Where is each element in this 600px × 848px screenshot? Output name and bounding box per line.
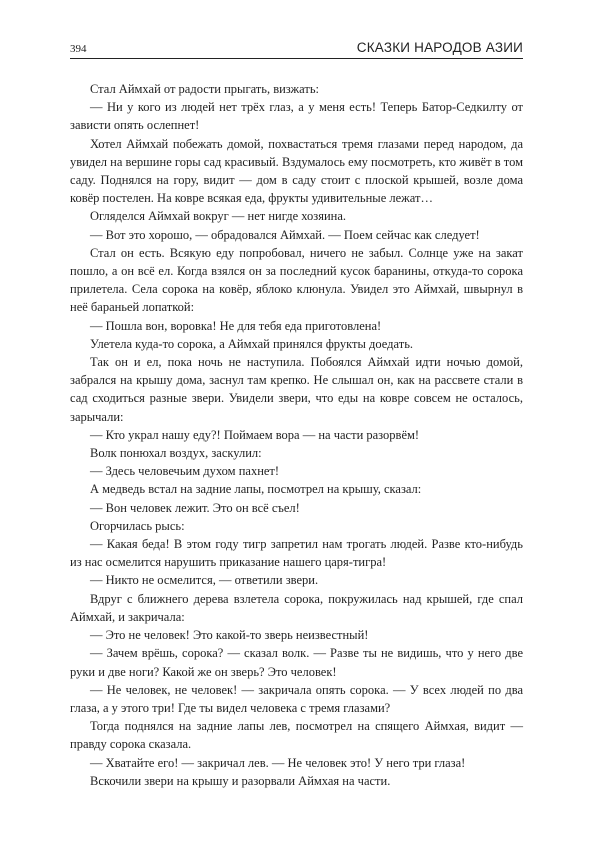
paragraph: — Кто украл нашу еду?! Поймаем вора — на части разорвём! [90,427,420,442]
running-title: СКАЗКИ НАРОДОВ АЗИИ [356,40,523,55]
paragraph: — Пошла вон, воровка! Не для тебя еда приготовлена! [90,318,382,333]
paragraph: — Ни у кого из людей нет трёх глаз, а у меня есть! Теперь Батор-Седкилту от зависти опять ослепнет! [70,100,523,133]
paragraph: А медведь встал на задние лапы, посмотрел на крышу, сказал: [90,482,422,497]
paragraph: Вдруг с ближнего дерева взлетела сорока, покружилась над крышей, где спал Аймхай, и закричала: [70,591,523,624]
paragraph: — Это не человек! Это какой-то зверь неизвестный! [90,628,369,643]
paragraph: Стал он есть. Всякую еду попробовал, ничего не забыл. Солнце уже на закат пошло, а он всё ел. Когда взялся он за последний кусок баранины, откуда-то сорока прилетела. Села сорока на ковёр, яблоко клюнула. Увидел это Аймхай, швырнул в неё бараньей лопаткой: [70,245,523,315]
text-body [70,80,523,790]
paragraph: — Зачем врёшь, сорока? — сказал волк. — Разве ты не видишь, что у него две руки и две ноги? Какой же он зверь? Это человек! [70,646,523,679]
paragraph: — Не человек, не человек! — закричала опять сорока. — У всех людей по два глаза, а у этого три! Где ты видел человека с тремя глазами? [70,682,523,715]
paragraph: — Какая беда! В этом году тигр запретил нам трогать людей. Разве кто-нибудь из нас осмелится нарушить приказание нашего царя-тигра! [70,537,523,570]
paragraph: — Никто не осмелится, — ответили звери. [90,573,319,588]
paragraph: — Хватайте его! — закричал лев. — Не человек это! У него три глаза! [90,755,466,770]
paragraph: Тогда поднялся на задние лапы лев, посмотрел на спящего Аймхая, видит — правду сорока сказала. [70,719,523,752]
paragraph: Огорчилась рысь: [90,518,185,533]
paragraph: Улетела куда-то сорока, а Аймхай принялся фрукты доедать. [90,336,414,351]
paragraph: — Здесь человечьим духом пахнет! [90,464,280,479]
paragraph: Огляделся Аймхай вокруг — нет нигде хозяина. [90,209,347,224]
paragraph: — Вон человек лежит. Это он всё съел! [90,500,300,515]
page-number: 394 [70,43,87,55]
paragraph: Так он и ел, пока ночь не наступила. Побоялся Аймхай идти ночью домой, забрался на крышу дома, заснул там крепко. Не слышал он, как на рассвете стали в сад сходиться разные звери. Увидели звери, что еды на ковре совсем не осталось, зарычали: [70,355,523,424]
paragraph: Хотел Аймхай побежать домой, похвастаться тремя глазами перед народом, да увидел на вершине горы сад красивый. Вздумалось ему посмотреть, кто живёт в том саду. Поднялся на гору, видит — дом в саду стоит с плоской крышей, возле дома ковёр постелен. На ковре всякая еда, фрукты удивительные лежат… [70,136,523,206]
paragraph: Волк понюхал воздух, заскулил: [90,446,262,461]
page-header [70,36,523,59]
paragraph: Стал Аймхай от радости прыгать, визжать: [90,82,320,96]
paragraph: — Вот это хорошо, — обрадовался Аймхай. — Поем сейчас как следует! [90,227,480,242]
paragraph: Вскочили звери на крышу и разорвали Аймхая на части. [90,773,391,788]
